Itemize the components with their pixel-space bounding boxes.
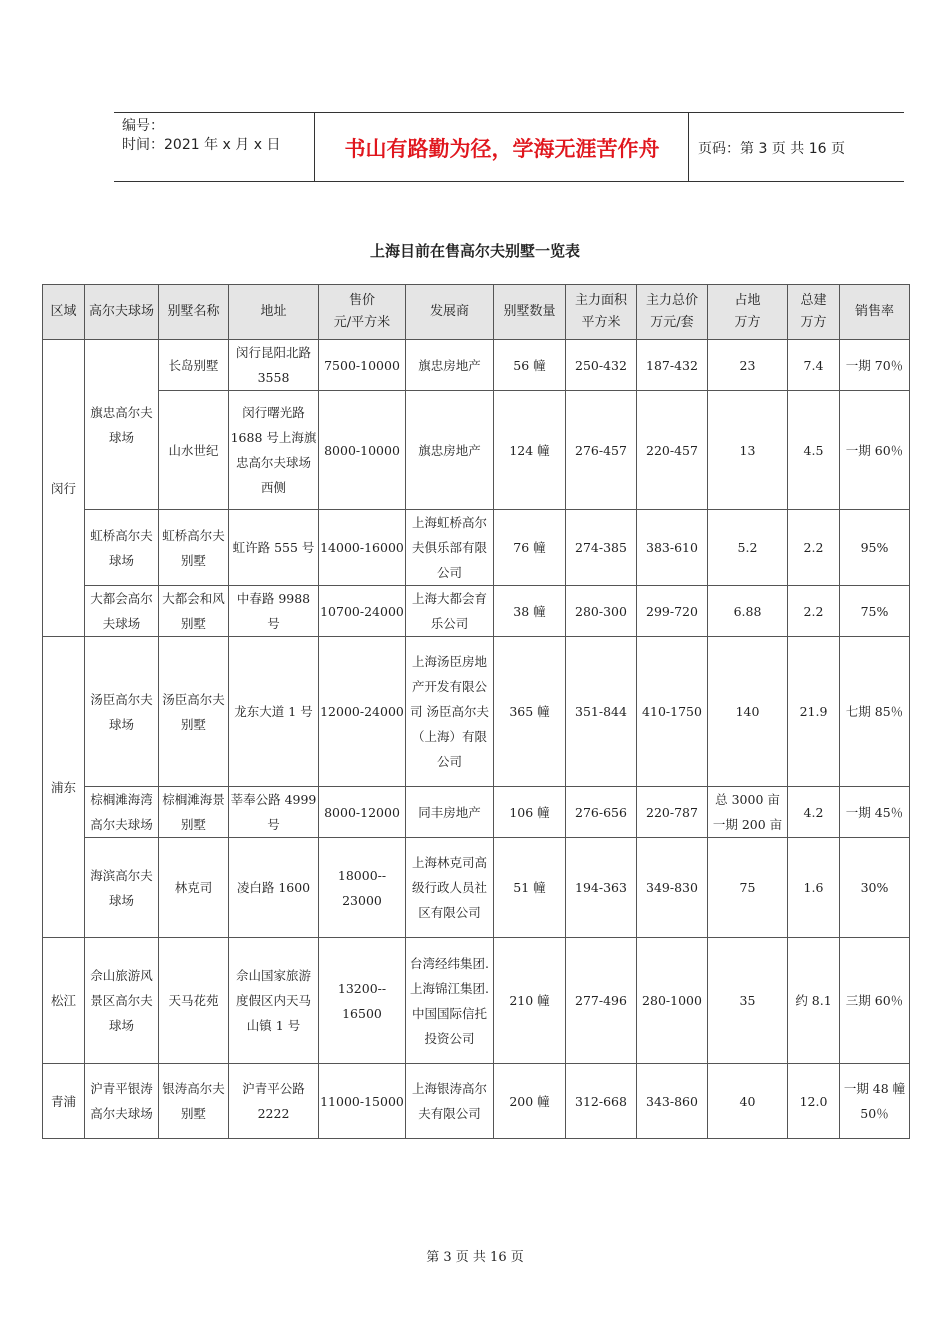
total-cell: 280-1000	[637, 938, 708, 1064]
header-address: 地址	[229, 285, 319, 340]
number-label: 编号：	[122, 118, 164, 134]
price-cell: 10700-24000	[319, 586, 406, 637]
developer-cell: 旗忠房地产	[406, 340, 494, 391]
address-cell: 虹许路 555 号	[229, 510, 319, 586]
header-total-line1: 主力总价	[645, 293, 698, 308]
villa-cell: 长岛别墅	[159, 340, 229, 391]
sales-cell: 一期 48 幢 50％	[840, 1064, 910, 1139]
region-cell: 松江	[43, 938, 85, 1064]
table-row	[43, 1064, 910, 1139]
page-footer: 第 3 页 共 16 页	[426, 1250, 524, 1265]
villa-cell: 银涛高尔夫别墅	[159, 1064, 229, 1139]
address-cell: 凌白路 1600	[229, 838, 319, 938]
header-meta	[122, 117, 312, 155]
header-build-line1: 总建	[800, 293, 827, 308]
build-cell: 4.5	[788, 391, 840, 510]
land-cell: 总 3000 亩 一期 200 亩	[708, 787, 788, 838]
developer-cell: 上海林克司高级行政人员社区有限公司	[406, 838, 494, 938]
count-cell: 76 幢	[494, 510, 566, 586]
header-divider	[688, 113, 689, 181]
table-row	[43, 838, 910, 938]
developer-cell: 同丰房地产	[406, 787, 494, 838]
sales-cell: 三期 60％	[840, 938, 910, 1064]
table-row	[43, 787, 910, 838]
sales-cell: 30%	[840, 838, 910, 938]
page-title: 上海目前在售高尔夫别墅一览表	[369, 242, 580, 260]
header-area-line1: 主力面积	[574, 293, 627, 308]
price-cell: 12000-24000	[319, 637, 406, 787]
land-cell: 40	[708, 1064, 788, 1139]
land-cell: 140	[708, 637, 788, 787]
sales-cell: 95%	[840, 510, 910, 586]
count-cell: 200 幢	[494, 1064, 566, 1139]
land-cell: 6.88	[708, 586, 788, 637]
header-price-line2: 元/平方米	[333, 315, 391, 330]
price-cell: 14000-16000	[319, 510, 406, 586]
header-total-line2: 万元/套	[650, 315, 694, 330]
address-cell: 佘山国家旅游度假区内天马山镇 1 号	[229, 938, 319, 1064]
address-cell: 沪青平公路2222	[229, 1064, 319, 1139]
course-cell: 佘山旅游风景区高尔夫球场	[85, 938, 159, 1064]
build-cell: 7.4	[788, 340, 840, 391]
address-cell: 莘奉公路 4999 号	[229, 787, 319, 838]
table-row	[43, 510, 910, 586]
header-count: 别墅数量	[494, 285, 566, 340]
table-row	[43, 391, 910, 510]
header-land	[708, 285, 788, 340]
sales-cell: 一期 60％	[840, 391, 910, 510]
time-label: 时间：2021 年 x 月 x 日	[122, 137, 281, 153]
build-cell: 1.6	[788, 838, 840, 938]
course-cell: 棕榈滩海湾高尔夫球场	[85, 787, 159, 838]
developer-cell: 台湾经纬集团.上海锦江集团.中国国际信托投资公司	[406, 938, 494, 1064]
header-developer: 发展商	[406, 285, 494, 340]
area-cell: 277-496	[566, 938, 637, 1064]
header-price	[319, 285, 406, 340]
header-price-line1: 售价	[348, 293, 375, 308]
header-area	[566, 285, 637, 340]
header-villa: 别墅名称	[159, 285, 229, 340]
header-total	[637, 285, 708, 340]
total-cell: 343-860	[637, 1064, 708, 1139]
count-cell: 38 幢	[494, 586, 566, 637]
course-cell: 虹桥高尔夫球场	[85, 510, 159, 586]
header-land-line1: 占地	[734, 293, 761, 308]
region-cell: 青浦	[43, 1064, 85, 1139]
sales-cell: 七期 85％	[840, 637, 910, 787]
area-cell: 274-385	[566, 510, 637, 586]
area-cell: 194-363	[566, 838, 637, 938]
build-cell: 2.2	[788, 586, 840, 637]
header-course: 高尔夫球场	[85, 285, 159, 340]
villa-cell: 山水世纪	[159, 391, 229, 510]
villa-table	[42, 284, 910, 1139]
land-cell: 75	[708, 838, 788, 938]
build-cell: 12.0	[788, 1064, 840, 1139]
villa-cell: 大都会和风别墅	[159, 586, 229, 637]
address-cell: 闵行曙光路1688 号上海旗忠高尔夫球场西侧	[229, 391, 319, 510]
table-row	[43, 637, 910, 787]
header-build-line2: 万方	[800, 315, 827, 330]
price-cell: 8000-10000	[319, 391, 406, 510]
course-cell: 汤臣高尔夫球场	[85, 637, 159, 787]
count-cell: 365 幢	[494, 637, 566, 787]
region-cell: 闵行	[43, 340, 85, 637]
count-cell: 106 幢	[494, 787, 566, 838]
page-info: 页码：第 3 页 共 16 页	[698, 141, 845, 157]
region-cell: 浦东	[43, 637, 85, 938]
price-cell: 8000-12000	[319, 787, 406, 838]
price-cell: 7500-10000	[319, 340, 406, 391]
table-header-row	[43, 285, 910, 340]
count-cell: 210 幢	[494, 938, 566, 1064]
price-cell: 11000-15000	[319, 1064, 406, 1139]
build-cell: 4.2	[788, 787, 840, 838]
table-row	[43, 340, 910, 391]
developer-cell: 上海大都会育乐公司	[406, 586, 494, 637]
document-header	[114, 112, 904, 182]
villa-cell: 棕榈滩海景别墅	[159, 787, 229, 838]
total-cell: 410-1750	[637, 637, 708, 787]
land-cell: 23	[708, 340, 788, 391]
address-cell: 中春路 9988 号	[229, 586, 319, 637]
price-cell: 13200-- 16500	[319, 938, 406, 1064]
villa-cell: 汤臣高尔夫别墅	[159, 637, 229, 787]
developer-cell: 上海汤臣房地产开发有限公司 汤臣高尔夫（上海）有限公司	[406, 637, 494, 787]
land-cell: 13	[708, 391, 788, 510]
count-cell: 51 幢	[494, 838, 566, 938]
address-cell: 龙东大道 1 号	[229, 637, 319, 787]
area-cell: 312-668	[566, 1064, 637, 1139]
build-cell: 21.9	[788, 637, 840, 787]
header-area-line2: 平方米	[581, 315, 621, 330]
course-cell: 旗忠高尔夫球场	[85, 340, 159, 510]
table-row	[43, 938, 910, 1064]
header-build	[788, 285, 840, 340]
sales-cell: 一期 70％	[840, 340, 910, 391]
address-cell: 闵行昆阳北路3558	[229, 340, 319, 391]
land-cell: 35	[708, 938, 788, 1064]
developer-cell: 上海银涛高尔夫有限公司	[406, 1064, 494, 1139]
villa-cell: 天马花苑	[159, 938, 229, 1064]
build-cell: 2.2	[788, 510, 840, 586]
villa-cell: 虹桥高尔夫别墅	[159, 510, 229, 586]
total-cell: 299-720	[637, 586, 708, 637]
build-cell: 约 8.1	[788, 938, 840, 1064]
sales-cell: 75%	[840, 586, 910, 637]
area-cell: 351-844	[566, 637, 637, 787]
total-cell: 220-787	[637, 787, 708, 838]
area-cell: 276-457	[566, 391, 637, 510]
developer-cell: 上海虹桥高尔夫俱乐部有限公司	[406, 510, 494, 586]
villa-cell: 林克司	[159, 838, 229, 938]
motto: 书山有路勤为径，学海无涯苦作舟	[344, 137, 660, 161]
course-cell: 海滨高尔夫球场	[85, 838, 159, 938]
total-cell: 187-432	[637, 340, 708, 391]
table-row	[43, 586, 910, 637]
course-cell: 沪青平银涛高尔夫球场	[85, 1064, 159, 1139]
total-cell: 220-457	[637, 391, 708, 510]
header-region: 区域	[43, 285, 85, 340]
count-cell: 56 幢	[494, 340, 566, 391]
area-cell: 276-656	[566, 787, 637, 838]
header-divider	[314, 113, 315, 181]
developer-cell: 旗忠房地产	[406, 391, 494, 510]
header-sales: 销售率	[840, 285, 910, 340]
price-cell: 18000-- 23000	[319, 838, 406, 938]
area-cell: 250-432	[566, 340, 637, 391]
count-cell: 124 幢	[494, 391, 566, 510]
header-land-line2: 万方	[734, 315, 761, 330]
total-cell: 383-610	[637, 510, 708, 586]
land-cell: 5.2	[708, 510, 788, 586]
area-cell: 280-300	[566, 586, 637, 637]
total-cell: 349-830	[637, 838, 708, 938]
course-cell: 大都会高尔夫球场	[85, 586, 159, 637]
sales-cell: 一期 45％	[840, 787, 910, 838]
